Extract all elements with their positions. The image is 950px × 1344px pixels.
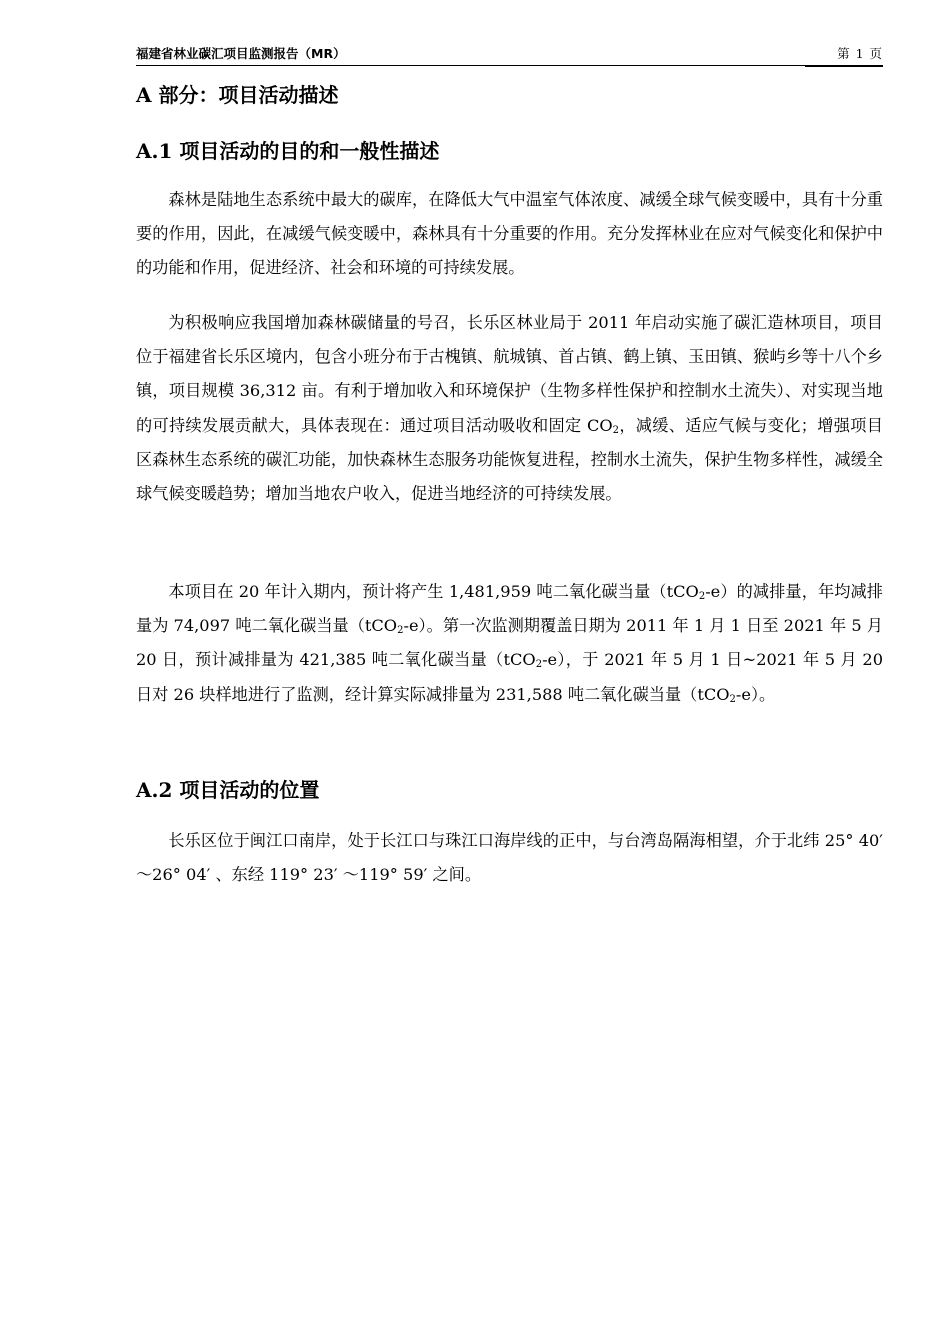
header-divider <box>136 65 883 66</box>
a1-paragraph-2-text: 为积极响应我国增加森林碳储量的号召，长乐区林业局于 2011 年启动实施了碳汇造林项目，项目位于福建省长乐区境内，包含小班分布于古槐镇、航城镇、首占镇、鹤上镇、玉田镇、猴屿乡等十八个乡镇，项目规模 36,312 亩。有利于增加收入和环境保护（生物多样性保护和控制水土流失）、对实现当地的可持续发展贡献大，具体表现在：通过项目活动吸收和固定 CO <box>136 313 883 435</box>
document-page <box>136 40 883 885</box>
a1-paragraph-3 <box>136 575 883 712</box>
co2-subscript: 2 <box>729 693 736 705</box>
a1-paragraph-3-part2: -e）的减排量，年均减排量为 74,097 吨二氧化碳当量（tCO <box>136 582 883 636</box>
running-header <box>136 40 883 62</box>
section-a2-title: A.2 项目活动的位置 <box>136 778 320 802</box>
page-number: 第 1 页 <box>837 46 883 61</box>
a1-paragraph-2 <box>136 306 883 511</box>
section-a1-title: A.1 项目活动的目的和一般性描述 <box>136 139 440 163</box>
a1-paragraph-2-text-cont: ，减缓、适应气候与变化；增强项目区森林生态系统的碳汇功能，加快森林生态服务功能恢复进程，控制水土流失，保护生物多样性，减缓全球气候变暖趋势；增加当地农户收入，促进当地经济的可持续发展。 <box>136 415 883 504</box>
a1-paragraph-3-part1: 本项目在 20 年计入期内，预计将产生 1,481,959 吨二氧化碳当量（tCO <box>168 582 699 601</box>
a1-paragraph-3-part4: -e），于 2021 年 5 月 1 日~2021 年 5 月 20 日对 26 块样地进行了监测，经计算实际减排量为 231,588 吨二氧化碳当量（tCO <box>136 650 883 704</box>
co2-subscript: 2 <box>612 424 619 436</box>
header-title: 福建省林业碳汇项目监测报告（MR） <box>136 46 346 61</box>
a2-paragraph-1: 长乐区位于闽江口南岸，处于长江口与珠江口海岸线的正中，与台湾岛隔海相望，介于北纬 25° 40′ ～26° 04′ 、东经 119° 23′ ～119° 59′ 之间。 <box>136 831 883 885</box>
a1-paragraph-3-part5: -e）。 <box>735 684 776 704</box>
a1-paragraph-1: 森林是陆地生态系统中最大的碳库，在降低大气中温室气体浓度、减缓全球气候变暖中，具有十分重要的作用，因此，在减缓气候变暖中，森林具有十分重要的作用。充分发挥林业在应对气候变化和保护中的功能和作用，促进经济、社会和环境的可持续发展。 <box>136 190 883 278</box>
header-divider-accent <box>805 66 883 67</box>
section-a-title: A 部分：项目活动描述 <box>136 83 339 107</box>
co2-subscript: 2 <box>397 625 404 637</box>
co2-subscript: 2 <box>698 591 706 602</box>
a1-paragraph-3-part3: -e）。第一次监测期覆盖日期为 2011 年 1 月 1 日至 2021 年 5 月 20 日，预计减排量为 421,385 吨二氧化碳当量（tCO <box>136 616 883 670</box>
co2-subscript: 2 <box>535 659 543 671</box>
